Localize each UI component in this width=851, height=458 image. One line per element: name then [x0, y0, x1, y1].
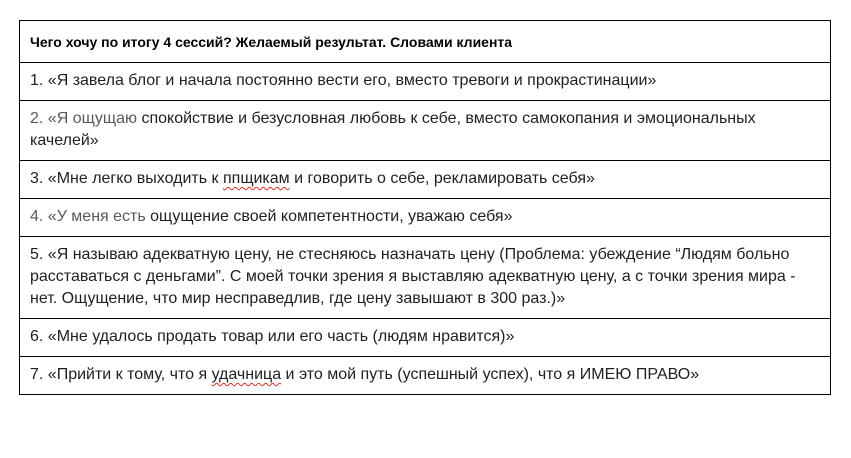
table-cell-4[interactable] [20, 199, 831, 237]
goal-5-text: 5. «Я называю адекватную цену, не стесняюсь назначать цену (Проблема: убеждение “Людям больно расставаться с деньгами”. С моей точки зрения я выставляю адекватную цену, а с точки зрения мира - нет. Ощущение, что мир несправедлив, где цену завышают в 300 раз.)» [30, 246, 796, 307]
table-row [20, 199, 831, 237]
goal-3-rest: и говорить о себе, рекламировать себя» [289, 170, 595, 187]
goal-2-lead: 2. «Я ощущаю [30, 110, 137, 127]
table-cell-6[interactable] [20, 319, 831, 357]
goal-3-lead: 3. «Мне легко выходить к [30, 170, 223, 187]
table-cell-1[interactable] [20, 63, 831, 101]
table-cell-2[interactable] [20, 101, 831, 161]
spellcheck-word[interactable]: ппщикам [222, 170, 290, 187]
table-row [20, 357, 831, 395]
goal-2-rest: спокойствие и безусловная любовь к себе, вместо самокопания и эмоциональных качелей» [30, 110, 756, 149]
goal-7-rest: и это мой путь (успешный успех), что я ИМЕЮ ПРАВО» [281, 366, 700, 383]
goal-7-lead: 7. «Прийти к тому, что я [30, 366, 212, 383]
table-header-row [20, 21, 831, 63]
table-row [20, 161, 831, 199]
table-cell-7[interactable] [20, 357, 831, 395]
table-row [20, 101, 831, 161]
table-row [20, 319, 831, 357]
goal-4-rest: ощущение своей компетентности, уважаю себя» [145, 208, 513, 225]
goal-6-text: 6. «Мне удалось продать товар или его часть (людям нравится)» [30, 328, 515, 345]
goal-4-lead: 4. «У меня есть [30, 208, 146, 225]
goals-table [19, 20, 831, 395]
table-row [20, 63, 831, 101]
table-cell-3[interactable] [20, 161, 831, 199]
goal-1-text: 1. «Я завела блог и начала постоянно вести его, вместо тревоги и прокрастинации» [30, 72, 657, 89]
table-cell-5[interactable] [20, 237, 831, 319]
table-header-cell[interactable]: Чего хочу по итогу 4 сессий? Желаемый результат. Словами клиента [20, 21, 831, 63]
spellcheck-word[interactable]: удачница [211, 366, 282, 383]
table-row [20, 237, 831, 319]
